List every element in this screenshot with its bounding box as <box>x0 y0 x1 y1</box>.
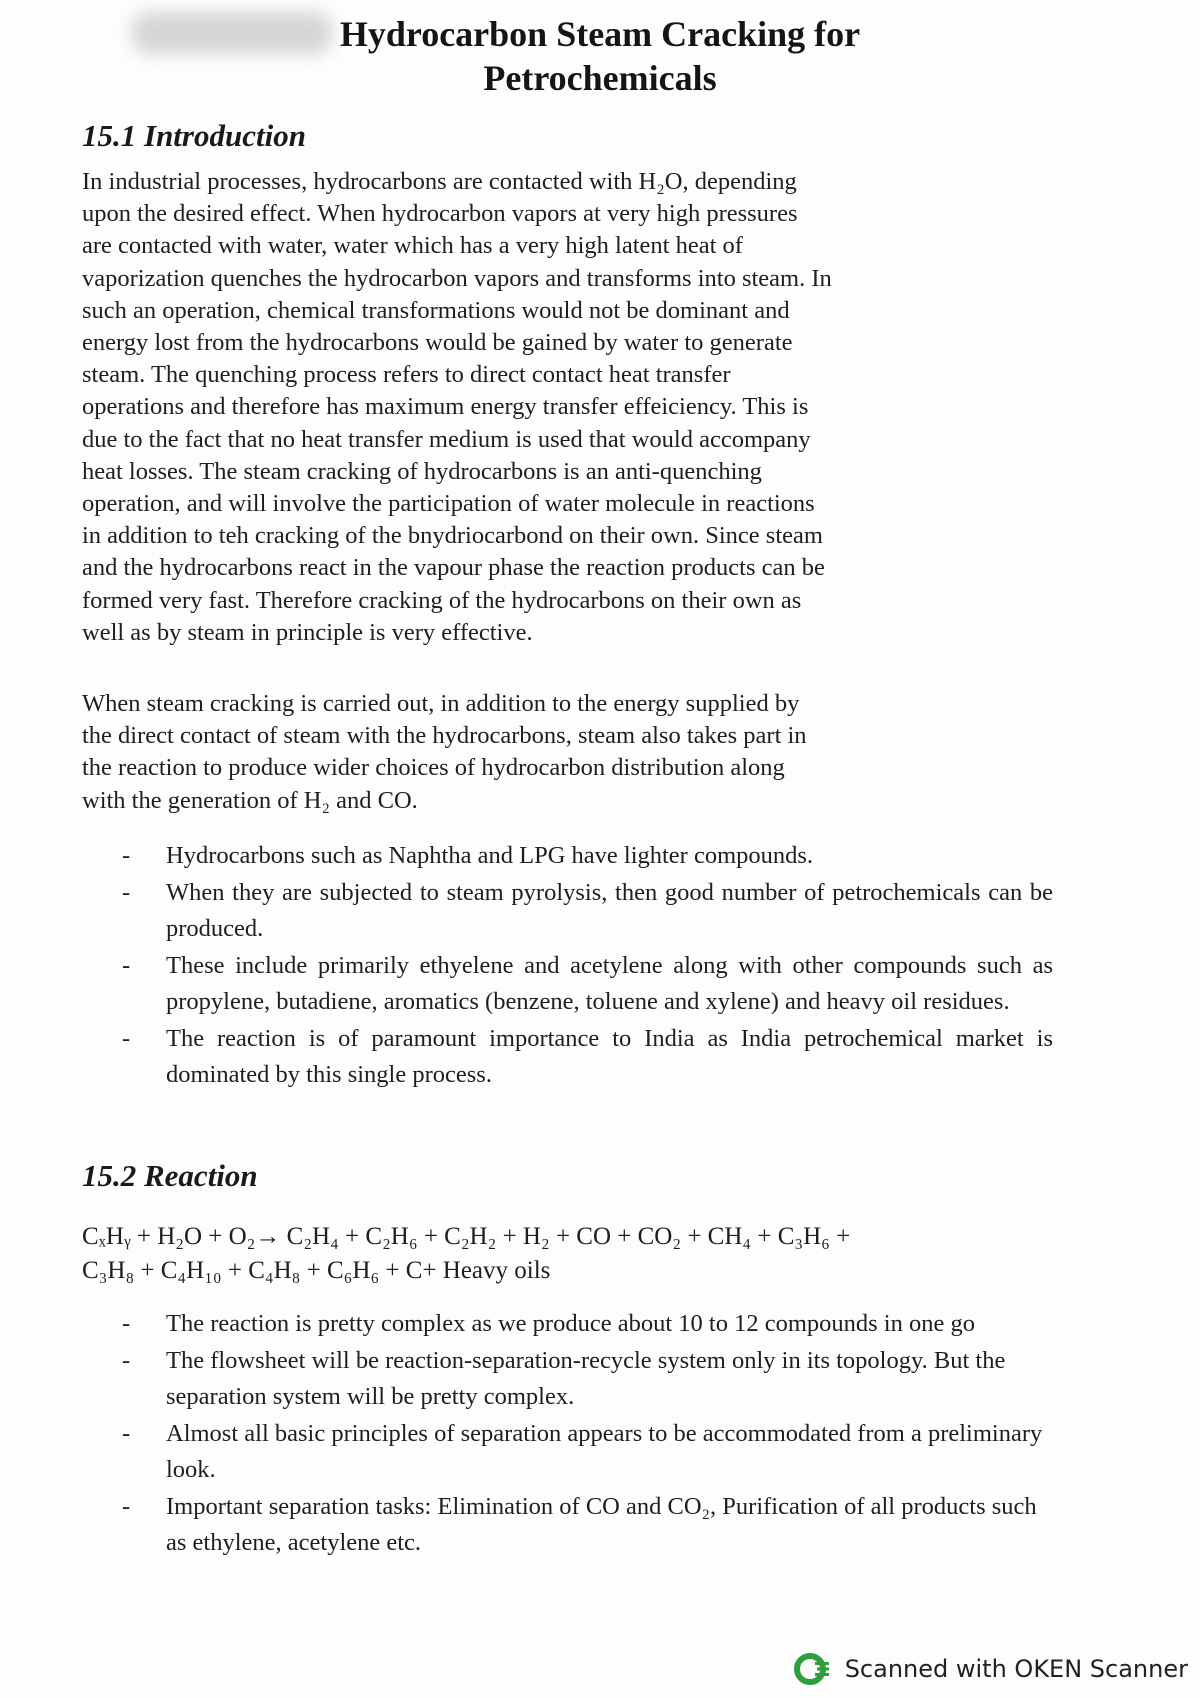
bullet-text: Almost all basic principles of separation appears to be accommodated from a preliminary look. <box>166 1419 1043 1483</box>
paragraph-line: the reaction to produce wider choices of hydrocarbon distribution along <box>82 754 785 782</box>
reaction-bullet-list <box>118 1306 1053 1562</box>
section-heading-reaction: 15.2 Reaction <box>82 1158 258 1193</box>
bullet-text: Hydrocarbons such as Naphtha and LPG have lighter compounds. <box>166 842 814 869</box>
list-item <box>118 838 1053 875</box>
bullet-dash: - <box>122 878 131 906</box>
bullet-text: The reaction is pretty complex as we produce about 10 to 12 compounds in one go <box>166 1310 975 1337</box>
bullet-dash: - <box>122 1346 131 1374</box>
redacted-lecture-label <box>132 12 332 54</box>
oken-scanner-logo-icon <box>793 1650 831 1688</box>
paragraph-line: in addition to teh cracking of the bnydriocarbond on their own. Since steam <box>82 522 823 550</box>
paragraph-line: with the generation of H₂ and CO. <box>82 786 418 814</box>
paragraph-line: In industrial processes, hydrocarbons are contacted with H₂O, depending <box>82 168 797 195</box>
bullet-dash: - <box>122 1024 131 1052</box>
bullet-text: The reaction is of paramount importance to India as India petrochemical market is dominated by this single process. <box>166 1024 1053 1088</box>
paragraph-line: energy lost from the hydrocarbons would be gained by water to generate <box>82 329 793 357</box>
bullet-dash: - <box>122 1492 131 1520</box>
bullet-text: When they are subjected to steam pyrolysis, then good number of petrochemicals can be produced. <box>166 878 1053 942</box>
list-item <box>118 875 1053 948</box>
paragraph-line: well as by steam in principle is very effective. <box>82 618 533 646</box>
section-heading-introduction: 15.1 Introduction <box>82 118 306 153</box>
paragraph-line: and the hydrocarbons react in the vapour phase the reaction products can be <box>82 554 825 582</box>
bullet-dash: - <box>122 842 131 869</box>
scanner-watermark <box>793 1650 1188 1688</box>
paragraph-line: steam. The quenching process refers to direct contact heat transfer <box>82 361 731 389</box>
paragraph-line: due to the fact that no heat transfer medium is used that would accompany <box>82 425 811 453</box>
list-item <box>118 1306 1053 1343</box>
paragraph-line: vaporization quenches the hydrocarbon vapors and transforms into steam. In <box>82 264 832 292</box>
bullet-dash: - <box>122 951 131 979</box>
paragraph-line: heat losses. The steam cracking of hydrocarbons is an anti-quenching <box>82 457 762 485</box>
list-item <box>118 1416 1053 1489</box>
paragraph-line: formed very fast. Therefore cracking of the hydrocarbons on their own as <box>82 586 802 614</box>
list-item <box>118 1343 1053 1416</box>
list-item <box>118 948 1053 1021</box>
page-title-line2: Petrochemicals <box>483 58 717 98</box>
paragraph-line: operations and therefore has maximum energy transfer effeiciency. This is <box>82 393 809 421</box>
paragraph-line: upon the desired effect. When hydrocarbon vapors at very high pressures <box>82 200 798 228</box>
paragraph-line: operation, and will involve the participation of water molecule in reactions <box>82 490 815 518</box>
bullet-text: These include primarily ethyelene and acetylene along with other compounds such as propylene, butadiene, aromatics (benzene, toluene and xylene) and heavy oil residues. <box>166 951 1053 1015</box>
intro-paragraph-2 <box>82 688 807 817</box>
scanner-watermark-text: Scanned with OKEN Scanner <box>844 1655 1188 1683</box>
paragraph-line: the direct contact of steam with the hydrocarbons, steam also takes part in <box>82 722 807 750</box>
intro-paragraph-1 <box>82 166 832 649</box>
bullet-text: Important separation tasks: Elimination of CO and CO₂, Purification of all products such as ethylene, acetylene etc. <box>166 1492 1037 1556</box>
page-title-line1: Hydrocarbon Steam Cracking for <box>339 14 861 54</box>
bullet-text: The flowsheet will be reaction-separation-recycle system only in its topology. But the separation system will be pretty complex. <box>166 1346 1006 1410</box>
bullet-dash: - <box>122 1419 131 1447</box>
equation-line-1: CₓHᵧ + H₂O + O₂→ C₂H₄ + C₂H₆ + C₂H₂ + H₂ + CO + CO₂ + CH₄ + C₃H₆ + <box>82 1223 851 1250</box>
reaction-equation <box>82 1220 850 1288</box>
paragraph-line: are contacted with water, water which has a very high latent heat of <box>82 232 743 260</box>
bullet-dash: - <box>122 1310 131 1337</box>
list-item <box>118 1021 1053 1094</box>
paragraph-line: When steam cracking is carried out, in addition to the energy supplied by <box>82 690 800 717</box>
paragraph-line: such an operation, chemical transformations would not be dominant and <box>82 296 790 324</box>
page-title <box>330 12 870 100</box>
list-item <box>118 1489 1053 1562</box>
intro-bullet-list <box>118 838 1053 1094</box>
equation-line-2: C₃H₈ + C₄H₁₀ + C₄H₈ + C₆H₆ + C+ Heavy oils <box>82 1257 551 1284</box>
